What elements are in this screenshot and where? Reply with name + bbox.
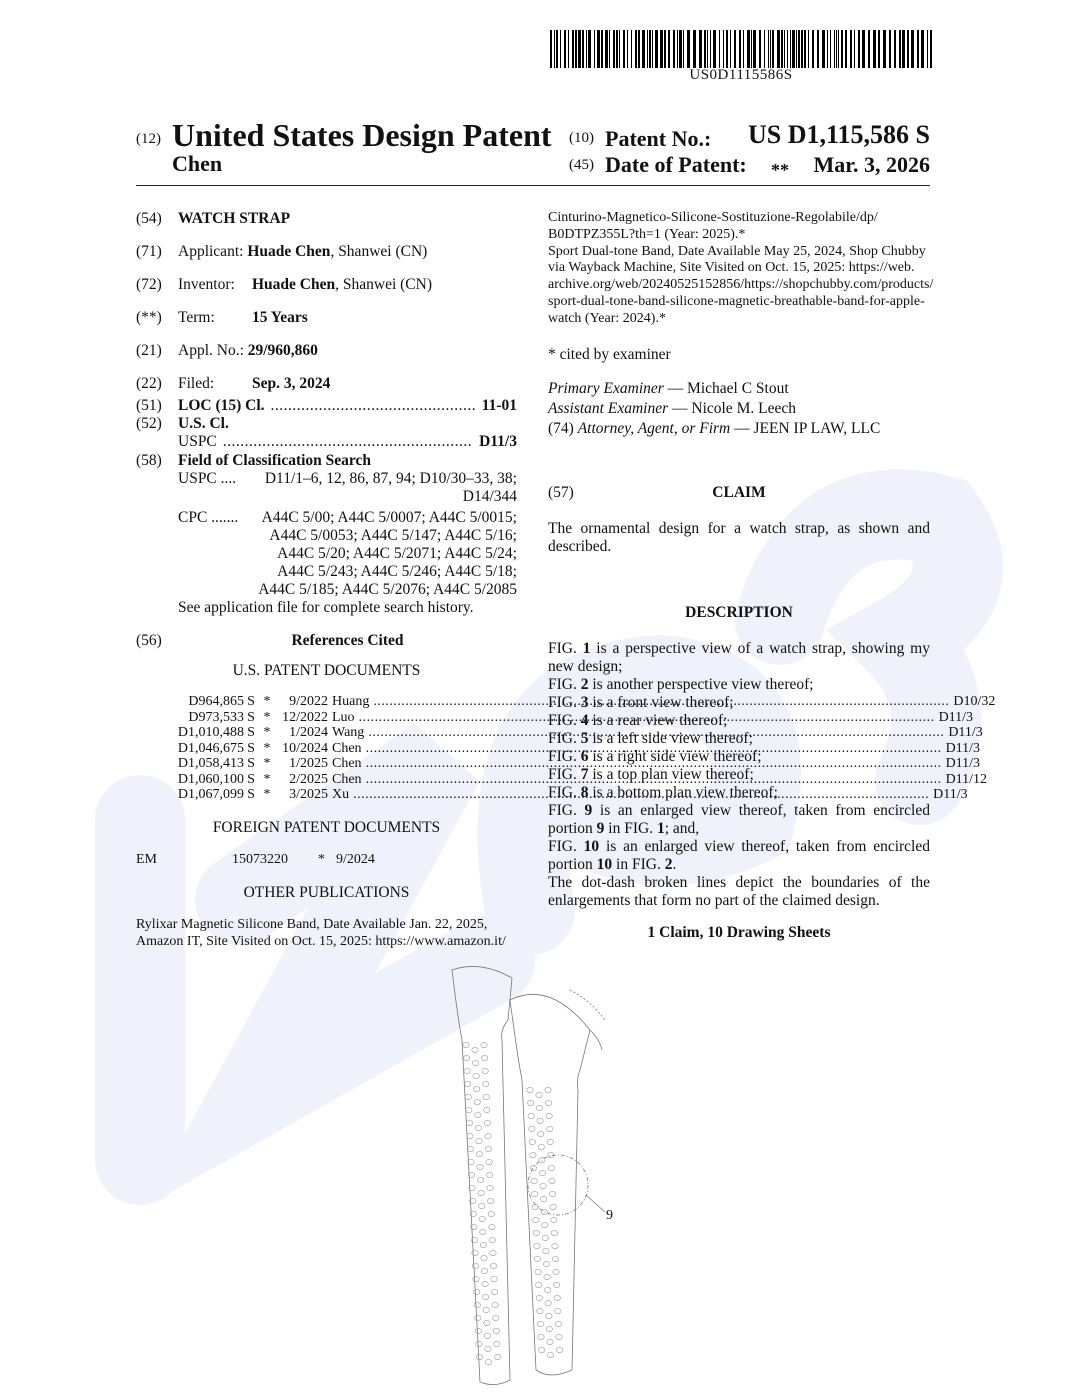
pub-line: Amazon IT, Site Visited on Oct. 15, 2025: https://www.amazon.it/ — [136, 933, 506, 949]
cited-note: * cited by examiner — [548, 345, 671, 363]
field-uspc — [136, 470, 517, 488]
document-type: United States Design Patent — [172, 117, 552, 153]
us-doc-class: D11/12 — [945, 771, 988, 787]
code-22: (22) — [136, 375, 162, 392]
other-pubs — [136, 916, 517, 950]
cpc-line: A44C 5/243; A44C 5/246; A44C 5/18; — [277, 563, 517, 580]
dot-leader — [223, 433, 473, 451]
pub-line: Sport Dual-tone Band, Date Available May 25, 2024, Shop Chubby — [548, 243, 926, 259]
uspc-row — [136, 433, 517, 451]
figure-desc: FIG. 5 is a left side view thereof; — [548, 729, 753, 747]
refs-row — [136, 632, 517, 650]
uspc-label: USPC — [178, 433, 217, 450]
us-doc-star: * — [263, 709, 271, 725]
code-72: (72) — [136, 276, 162, 293]
attorney-name: — JEEN IP LAW, LLC — [730, 419, 881, 437]
inventor-location: , Shanwei (CN) — [335, 276, 432, 293]
figure-desc: FIG. 8 is a bottom plan view thereof; — [548, 783, 778, 801]
code-51: (51) — [136, 397, 162, 414]
us-doc-star: * — [263, 725, 271, 740]
us-doc-star: * — [263, 771, 271, 787]
claim-heading — [548, 484, 930, 502]
cpc-line: A44C 5/0053; A44C 5/147; A44C 5/16; — [269, 527, 517, 544]
field-uspc-line: D11/1–6, 12, 86, 87, 94; D10/30–33, 38; — [264, 470, 517, 487]
barcode — [550, 30, 932, 68]
field-uspc-label: USPC .... — [178, 470, 237, 487]
figure-desc: FIG. 3 is a front view thereof; — [548, 693, 734, 711]
dot-leader — [271, 397, 476, 415]
pub-line: Rylixar Magnetic Silicone Band, Date Available Jan. 22, 2025, — [136, 916, 488, 932]
loc-row — [136, 397, 517, 415]
assistant-examiner — [548, 400, 930, 418]
barcode-number: US0D1115586S — [689, 67, 793, 83]
applicant-name: Huade Chen — [247, 243, 331, 260]
us-doc-kind: S — [247, 787, 255, 802]
field-cpc-label: CPC ....... — [178, 509, 239, 526]
other-pubs-title: OTHER PUBLICATIONS — [243, 883, 410, 901]
code-12: (12) — [136, 131, 161, 147]
cpc-line: A44C 5/20; A44C 5/2071; A44C 5/24; — [277, 545, 517, 562]
us-doc-kind: S — [247, 771, 255, 787]
fig10-desc: FIG. 10 is an enlarged view thereof, taken from encircled portion 10 in FIG. 2. — [548, 837, 930, 873]
us-doc-date: 1/2024 — [289, 725, 328, 740]
us-doc-date: 1/2025 — [289, 756, 328, 771]
us-doc-num: D1,058,413 — [177, 756, 244, 771]
assistant-examiner-name: — Nicole M. Leech — [668, 399, 796, 417]
us-doc-star: * — [263, 740, 271, 756]
us-doc-kind: S — [247, 725, 255, 740]
us-doc-name: Huang — [332, 694, 370, 709]
filed-row — [136, 375, 517, 393]
pub-line: watch (Year: 2024).* — [548, 310, 666, 326]
us-doc-date: 2/2025 — [289, 771, 328, 787]
cpc-line: A44C 5/185; A44C 5/2076; A44C 5/2085 — [258, 581, 517, 598]
field-cpc — [136, 509, 517, 599]
title-row — [136, 210, 517, 228]
foreign-star: * — [318, 851, 325, 867]
us-doc-num: D1,067,099 — [177, 787, 244, 802]
us-doc-name: Chen — [332, 756, 362, 771]
us-doc-star: * — [263, 694, 271, 709]
figure-desc: FIG. 4 is a rear view thereof; — [548, 711, 728, 729]
date-marker: ** — [771, 160, 789, 180]
appl-row — [136, 342, 517, 360]
claim-title: CLAIM — [712, 483, 766, 501]
code-54: (54) — [136, 210, 162, 227]
primary-examiner-label: Primary Examiner — [548, 379, 664, 397]
uscl-label: U.S. Cl. — [178, 415, 229, 432]
foreign-number: 15073220 — [232, 851, 288, 867]
foreign-date: 9/2024 — [336, 851, 375, 867]
search-history-note: See application file for complete search history. — [178, 599, 474, 616]
us-doc-date: 9/2022 — [289, 694, 328, 709]
us-doc-class: D11/3 — [933, 787, 968, 802]
us-doc-kind: S — [247, 756, 255, 771]
figure-list — [548, 640, 930, 802]
description-title: DESCRIPTION — [685, 603, 793, 621]
claims-sheets: 1 Claim, 10 Drawing Sheets — [647, 923, 831, 941]
filed-label: Filed: — [178, 375, 215, 392]
us-doc-kind: S — [247, 694, 255, 709]
drawing-reference-numeral: 9 — [606, 1208, 613, 1223]
code-58: (58) — [136, 452, 162, 469]
us-doc-num: D973,533 — [188, 709, 244, 725]
inventor-surname: Chen — [172, 151, 223, 176]
code-10: (10) — [569, 130, 594, 146]
attorney — [548, 420, 930, 438]
us-doc-date: 3/2025 — [289, 787, 328, 802]
code-56: (56) — [136, 632, 162, 649]
us-doc-date: 12/2022 — [282, 709, 328, 725]
code-71: (71) — [136, 243, 162, 260]
date-of-patent-label: Date of Patent: — [605, 152, 747, 177]
field-uspc-line: D14/344 — [462, 488, 517, 505]
us-doc-num: D964,865 — [188, 694, 244, 709]
primary-examiner — [548, 380, 930, 398]
date-of-patent: Mar. 3, 2026 — [813, 152, 930, 177]
code-52: (52) — [136, 415, 162, 432]
us-doc-star: * — [263, 756, 271, 771]
primary-examiner-name: — Michael C Stout — [663, 379, 789, 397]
header-rule — [136, 185, 930, 186]
pubs-continued — [548, 210, 934, 328]
term-label: Term: — [178, 309, 215, 326]
uscl-row — [136, 415, 517, 433]
appl-number: 29/960,860 — [247, 342, 318, 359]
fig9-desc: FIG. 9 is an enlarged view thereof, taken from encircled portion 9 in FIG. 1; and, — [548, 801, 930, 837]
code-74: (74) — [548, 419, 574, 437]
foreign-docs-title: FOREIGN PATENT DOCUMENTS — [212, 818, 441, 836]
inventor-row — [136, 276, 517, 294]
patent-title: WATCH STRAP — [178, 210, 291, 227]
applicant-label: Applicant: — [178, 243, 244, 260]
code-57: (57) — [548, 483, 574, 501]
applicant-location: , Shanwei (CN) — [330, 243, 428, 260]
foreign-country: EM — [136, 851, 157, 867]
figure-desc: FIG. 7 is a top plan view thereof; — [548, 765, 754, 783]
code-45: (45) — [569, 157, 594, 173]
us-doc-class: D10/32 — [953, 694, 996, 709]
term-row — [136, 309, 517, 327]
inventor-name: Huade Chen — [252, 276, 336, 293]
us-doc-name: Wang — [332, 725, 365, 740]
us-doc-name: Luo — [332, 709, 355, 725]
us-doc-num: D1,010,488 — [177, 725, 244, 740]
us-doc-class: D11/3 — [938, 709, 974, 725]
foreign-doc-row — [136, 851, 517, 868]
applicant-row — [136, 243, 517, 261]
code-term: (**) — [136, 309, 162, 326]
uspc-value: D11/3 — [479, 433, 517, 450]
us-doc-date: 10/2024 — [282, 740, 328, 756]
us-doc-name: Chen — [332, 771, 362, 787]
assistant-examiner-label: Assistant Examiner — [548, 399, 669, 417]
filed-date: Sep. 3, 2024 — [252, 375, 331, 392]
us-doc-star: * — [263, 787, 271, 802]
figure-desc: FIG. 6 is a right side view thereof; — [548, 747, 762, 765]
right-column — [548, 210, 934, 942]
appl-label: Appl. No.: — [178, 342, 244, 359]
us-doc-name: Xu — [332, 787, 350, 802]
pub-line: via Wayback Machine, Site Visited on Oct. 15, 2025: https://web. — [548, 260, 915, 276]
cpc-line: A44C 5/00; A44C 5/0007; A44C 5/0015; — [261, 509, 517, 526]
us-docs-title: U.S. PATENT DOCUMENTS — [232, 662, 421, 679]
us-doc-name: Chen — [332, 740, 362, 756]
inventor-label: Inventor: — [178, 276, 235, 293]
pub-line: B0DTPZ355L?th=1 (Year: 2025).* — [548, 226, 746, 242]
figure-desc: FIG. 1 is a perspective view of a watch strap, showing my new design; — [548, 639, 930, 675]
us-doc-class: D11/3 — [948, 725, 983, 740]
us-doc-num: D1,046,675 — [177, 740, 244, 756]
field-row — [136, 452, 517, 470]
us-doc-kind: S — [247, 709, 255, 725]
claim-text: The ornamental design for a watch strap, as shown and described. — [548, 519, 930, 555]
attorney-label: Attorney, Agent, or Firm — [577, 419, 731, 437]
broken-lines-note: The dot-dash broken lines depict the boundaries of the enlargements that form no part of the claimed design. — [548, 873, 930, 909]
term-value: 15 Years — [252, 309, 308, 326]
us-doc-class: D11/3 — [945, 756, 981, 771]
pub-line: sport-dual-tone-band-silicone-magnetic-breathable-band-for-apple- — [548, 293, 925, 309]
pub-line: archive.org/web/20240525152856/https://shopchubby.com/products/ — [548, 277, 934, 293]
loc-value: 11-01 — [481, 397, 517, 414]
patent-number-label: Patent No.: — [605, 126, 712, 151]
us-doc-num: D1,060,100 — [177, 771, 244, 787]
pub-line: Cinturino-Magnetico-Silicone-Sostituzione-Regolabile/dp/ — [548, 210, 878, 225]
watch-strap-drawing — [440, 960, 640, 1390]
code-21: (21) — [136, 342, 162, 359]
references-title: References Cited — [291, 632, 404, 649]
field-label: Field of Classification Search — [178, 452, 372, 469]
us-doc-kind: S — [247, 740, 255, 756]
figure-desc: FIG. 2 is another perspective view thereof; — [548, 675, 814, 693]
loc-label: LOC (15) Cl. — [178, 397, 265, 414]
us-doc-class: D11/3 — [945, 740, 981, 756]
patent-number: US D1,115,586 S — [747, 120, 930, 149]
field-cpc-lines — [258, 509, 517, 599]
